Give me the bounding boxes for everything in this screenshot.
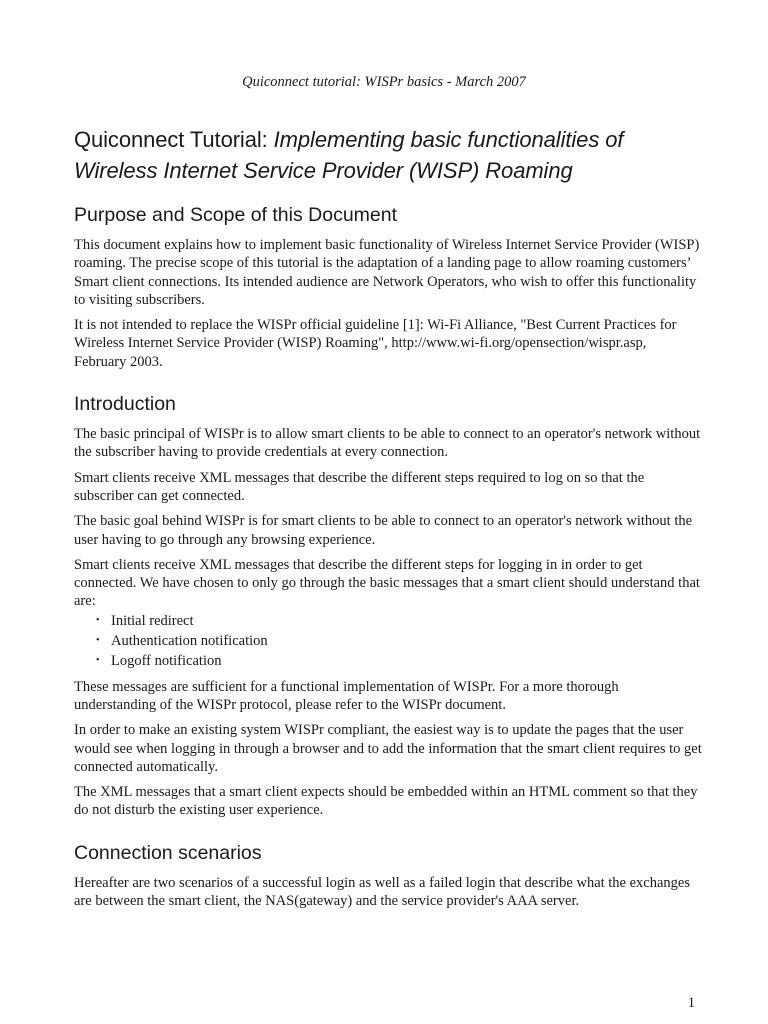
- section-heading-connection-scenarios: Connection scenarios: [74, 841, 262, 864]
- running-header: Quiconnect tutorial: WISPr basics - March 2007: [242, 74, 526, 90]
- paragraph: The XML messages that a smart client expects should be embedded within an HTML comment so that they do not disturb the existing user experience.: [74, 784, 698, 819]
- document-title: [74, 124, 702, 186]
- list-item: [74, 651, 702, 671]
- paragraph: In order to make an existing system WISPr compliant, the easiest way is to update the pages that the user would see when logging in through a browser and to add the information that the smart client requires to get connected automatically.: [74, 722, 702, 775]
- paragraph: Hereafter are two scenarios of a successful login as well as a failed login that describe what the exchanges are between the smart client, the NAS(gateway) and the service provider's AAA server.: [74, 874, 691, 910]
- bullet-icon: •: [96, 655, 100, 667]
- list-item-label: Authentication notification: [111, 633, 268, 650]
- section-heading-introduction: Introduction: [74, 393, 176, 416]
- list-item: [74, 611, 702, 631]
- section-heading-purpose: Purpose and Scope of this Document: [74, 204, 398, 226]
- title-prefix: Quiconnect Tutorial:: [74, 127, 274, 152]
- page-content: [74, 124, 702, 910]
- title-emphasis: Implementing basic functionalities of Wireless Internet Service Provider (WISP) Roaming: [74, 127, 624, 183]
- list-item-label: Logoff notification: [111, 653, 222, 670]
- paragraph: Smart clients receive XML messages that describe the different steps required to log on so that the subscriber can get connected.: [74, 469, 645, 504]
- page-number: 1: [687, 995, 695, 1011]
- message-list: [74, 611, 702, 672]
- list-item-label: Initial redirect: [111, 612, 194, 629]
- list-item: [74, 631, 702, 651]
- bullet-icon: •: [96, 635, 100, 647]
- paragraph: Smart clients receive XML messages that describe the different steps for logging in in order to get connected. We have chosen to only go through the basic messages that a smart client should understand that are:: [74, 556, 700, 610]
- paragraph: The basic goal behind WISPr is for smart clients to be able to connect to an operator's network without the user having to go through any browsing experience.: [74, 513, 693, 548]
- bullet-icon: •: [96, 614, 100, 626]
- paragraph: It is not intended to replace the WISPr official guideline [1]: Wi-Fi Alliance, "Best Current Practices for Wireless Internet Service Provider (WISP) Roaming", http://www.wi-fi.org/opensection/wispr.asp, February 2003.: [74, 317, 677, 370]
- paragraph: These messages are sufficient for a functional implementation of WISPr. For a more thorough understanding of the WISPr protocol, please refer to the WISPr document.: [74, 678, 619, 713]
- paragraph: This document explains how to implement basic functionality of Wireless Internet Service Provider (WISP) roaming. The precise scope of this tutorial is the adaptation of a landing page to allow roaming customers’ Smart client connections. Its intended audience are Network Operators, who wish to offer this functionality to visiting subscribers.: [74, 237, 700, 308]
- paragraph: The basic principal of WISPr is to allow smart clients to be able to connect to an operator's network without the subscriber having to provide credentials at every connection.: [74, 426, 701, 461]
